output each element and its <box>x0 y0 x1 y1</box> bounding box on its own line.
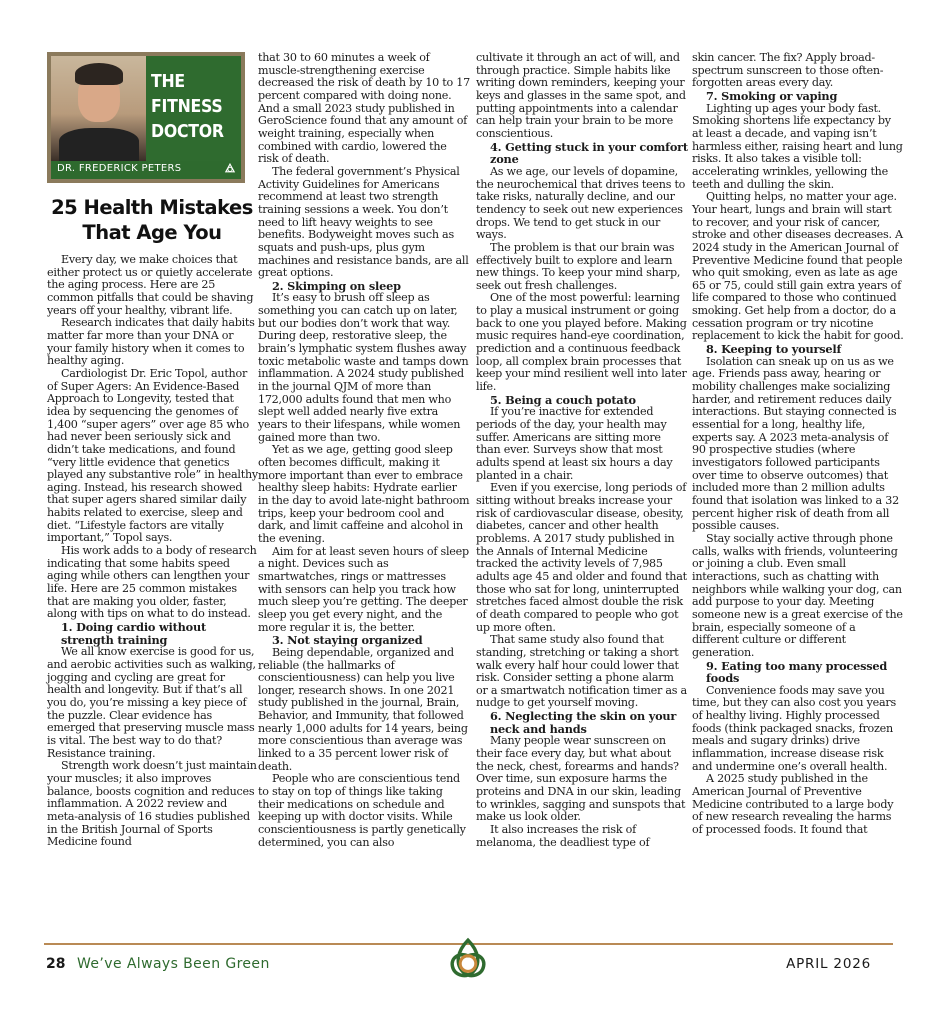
paragraph: As we age, our levels of dopamine, the neurochemical that drives teens to take risks, naturally decline, and our tendency to seek out new experiences drops. We tend to get stuck in our ways. <box>476 164 686 242</box>
paragraph: Yet as we age, getting good sleep often becomes difficult, making it more important than ever to embrace healthy sleep habits: Hydrate earlier in the day to avoid late-night bathroom trips, keep your bedroom cool and dark, and limit caffeine and alcohol in the evening. <box>258 443 470 545</box>
column-1 <box>47 52 259 849</box>
section-heading: 7. Smoking or vaping <box>706 88 838 103</box>
paragraph: Aim for at least seven hours of sleep a night. Devices such as smartwatches, rings or mattresses with sensors can help you track how much sleep you’re getting. The deeper sleep you get every night, and the more regular it is, the better. <box>258 544 469 634</box>
fitness-doctor-banner <box>47 52 245 183</box>
paragraph: The federal government’s Physical Activity Guidelines for Americans recommend at least two strength training sessions a week. You don’t need to lift heavy weights to see benefits. Bodyweight moves such as squats and push-ups, plus gym machines and resistance bands, are all great options. <box>258 164 469 280</box>
column-3-body <box>476 52 688 849</box>
issue-date: APRIL 2026 <box>786 956 871 972</box>
paragraph: Cardiologist Dr. Eric Topol, author of Super Agers: An Evidence-Based Approach to Longevity, tested that idea by sequencing the genomes of 1,400 “super agers” over age 85 who had never been seriously sick and didn’t take medications, and found “very little evidence that genetics played any substantive role” in healthy aging. Instead, his research showed that super agers shared similar daily habits related to exercise, sleep and diet. “Lifestyle factors are vitally important,” Topol says. <box>47 366 258 545</box>
paragraph: Strength work doesn’t just maintain your muscles; it also improves balance, boosts cognition and reduces inflammation. A 2022 review and meta-analysis of 16 studies published in the British Journal of Sports Medicine found <box>47 759 257 849</box>
paragraph: His work adds to a body of research indicating that some habits speed aging while others can lengthen your life. Here are 25 common mistakes that are making you older, faster, along with tips on what to do instead. <box>47 544 257 621</box>
trinity-knot-icon <box>223 162 237 176</box>
column-3 <box>476 52 688 849</box>
column-1-body <box>47 254 259 849</box>
column-2 <box>258 52 470 849</box>
author-name: DR. FREDERICK PETERS <box>57 163 182 174</box>
section-heading: 4. Getting stuck in your comfort zone <box>490 139 688 167</box>
page-number: 28 <box>46 956 66 972</box>
column-title: THE FITNESS DOCTOR <box>151 72 224 142</box>
paragraph: A 2025 study published in the American Journal of Preventive Medicine contributed to a large body of new research revealing the harms of processed foods. It found that <box>692 772 894 837</box>
section-heading: 9. Eating too many processed foods <box>706 658 888 686</box>
author-photo <box>51 56 146 161</box>
paragraph: Isolation can sneak up on us as we age. Friends pass away, hearing or mobility challenges make socializing harder, and retirement reduces daily interactions. But staying connected is essential for a long, healthy life, experts say. A 2023 meta-analysis of 90 prospective studies (where investigators followed participants over time to observe outcomes) that included more than 2 million adults found that isolation was linked to a 32 percent higher risk of death from all possible causes. <box>692 354 899 533</box>
paragraph: Many people wear sunscreen on their face every day, but what about the neck, chest, forearms and hands? Over time, sun exposure harms the proteins and DNA in our skin, leading to wrinkles, sagging and sunspots that make us look older. <box>476 734 686 824</box>
section-heading: 8. Keeping to yourself <box>706 342 842 357</box>
paragraph: One of the most powerful: learning to play a musical instrument or going back to one you played before. Making music requires hand-eye coordination, prediction and a continuous feedback loop, all complex brain processes that keep your mind resilient well into later life. <box>476 291 687 394</box>
paragraph: The problem is that our brain was effectively built to explore and learn new things. To keep your mind sharp, seek out fresh challenges. <box>476 240 681 292</box>
paragraph: that 30 to 60 minutes a week of muscle-strengthening exercise decreased the risk of death by 10 to 17 percent compared with doing none. And a small 2023 study published in GeroScience found that any amount of weight training, especially when combined with cardio, lowered the risk of death. <box>258 51 470 166</box>
paragraph: People who are conscientious tend to stay on top of things like taking their medications on schedule and keeping up with doctor visits. While conscientiousness is partly genetically determined, you can also <box>258 772 466 849</box>
column-4 <box>692 52 904 837</box>
paragraph: Stay socially active through phone calls, walks with friends, volunteering or joining a club. Even small interactions, such as chatting with neighbors while walking your dog, can add purpose to your day. Meeting someone new is a great exercise of the brain, especially someone of a different culture or different generation. <box>692 531 903 659</box>
paragraph: cultivate it through an act of will, and through practice. Simple habits like writing down reminders, keeping your keys and glasses in the same spot, and putting appointments into a calendar can help train your brain to be more conscientious. <box>476 51 686 140</box>
celtic-trinity-logo-icon <box>442 935 494 987</box>
paragraph: Every day, we make choices that either protect us or quietly accelerate the aging process. Here are 25 common pitfalls that could be shaving years off your healthy, vibrant life. <box>47 253 254 317</box>
paragraph: If you’re inactive for extended periods of the day, your health may suffer. Americans are sitting more than ever. Surveys show that most adults spend at least six hours a day planted in a chair. <box>476 405 673 482</box>
section-heading: 5. Being a couch potato <box>490 392 636 407</box>
paragraph: We all know exercise is good for us, and aerobic activities such as walking, jogging and cycling are great for health and longevity. But if that’s all you do, you’re missing a key piece of the puzzle. Clear evidence has emerged that preserving muscle mass is vital. The best way to do that? Resistance training. <box>47 645 256 760</box>
paragraph: Research indicates that daily habits matter far more than your DNA or your family history when it comes to healthy aging. <box>47 316 255 368</box>
paragraph: skin cancer. The fix? Apply broad-spectrum sunscreen to those often-forgotten areas every day. <box>692 51 884 90</box>
paragraph: Convenience foods may save you time, but they can also cost you years of healthy living. Highly processed foods (think packaged snacks, frozen meals and sugary drinks) drive inflammation, increase disease risk and undermine one’s overall health. <box>692 683 896 773</box>
paragraph: Quitting helps, no matter your age. Your heart, lungs and brain will start to recover, and your risk of cancer, stroke and other diseases decreases. A 2024 study in the American Journal of Preventive Medicine found that people who quit smoking, even as late as age 65 or 75, could still gain extra years of life compared to those who continued smoking. Get help from a doctor, do a cessation program or try nicotine replacement to kick the habit for good. <box>692 190 904 343</box>
article-headline: 25 Health Mistakes That Age You <box>51 196 253 244</box>
paragraph: It’s easy to brush off sleep as something you can catch up on later, but our bodies don’t work that way. During deep, restorative sleep, the brain’s lymphatic system flushes away toxic metabolic waste and tamps down inflammation. A 2024 study published in the journal QJM of more than 172,000 adults found that men who slept well added nearly five extra years to their lifespans, while women gained more than two. <box>258 291 469 444</box>
paragraph: Lighting up ages your body fast. Smoking shortens life expectancy by at least a decade, and vaping isn’t harmless either, raising heart and lung risks. It also takes a visible toll: accelerating wrinkles, yellowing the teeth and dulling the skin. <box>692 101 903 191</box>
paragraph: Even if you exercise, long periods of sitting without breaks increase your risk of cardiovascular disease, obesity, diabetes, cancer and other health problems. A 2017 study published in the Annals of Internal Medicine tracked the activity levels of 7,985 adults age 45 and older and found that those who sat for long, uninterrupted stretches faced almost double the risk of death compared to people who got up more often. <box>476 481 687 634</box>
paragraph: Being dependable, organized and reliable (the hallmarks of conscientiousness) can help you live longer, research shows. In one 2021 study published in the journal, Brain, Behavior, and Immunity, that followed nearly 1,000 adults for 14 years, being more conscientious than average was linked to a 35 percent lower risk of death. <box>258 645 468 773</box>
magazine-name: We’ve Always Been Green <box>77 956 270 972</box>
paragraph: That same study also found that standing, stretching or taking a short walk every half hour could lower that risk. Consider setting a phone alarm or a smartwatch notification timer as a nudge to get yourself moving. <box>476 633 687 710</box>
section-heading: 3. Not staying organized <box>272 633 423 648</box>
column-2-body <box>258 52 470 849</box>
column-4-body <box>692 52 904 837</box>
section-heading: 2. Skimping on sleep <box>272 278 401 293</box>
section-heading: 1. Doing cardio without strength training <box>61 620 207 647</box>
paragraph: It also increases the risk of melanoma, the deadliest type of <box>476 823 650 849</box>
section-heading: 6. Neglecting the skin on your neck and hands <box>490 709 677 736</box>
